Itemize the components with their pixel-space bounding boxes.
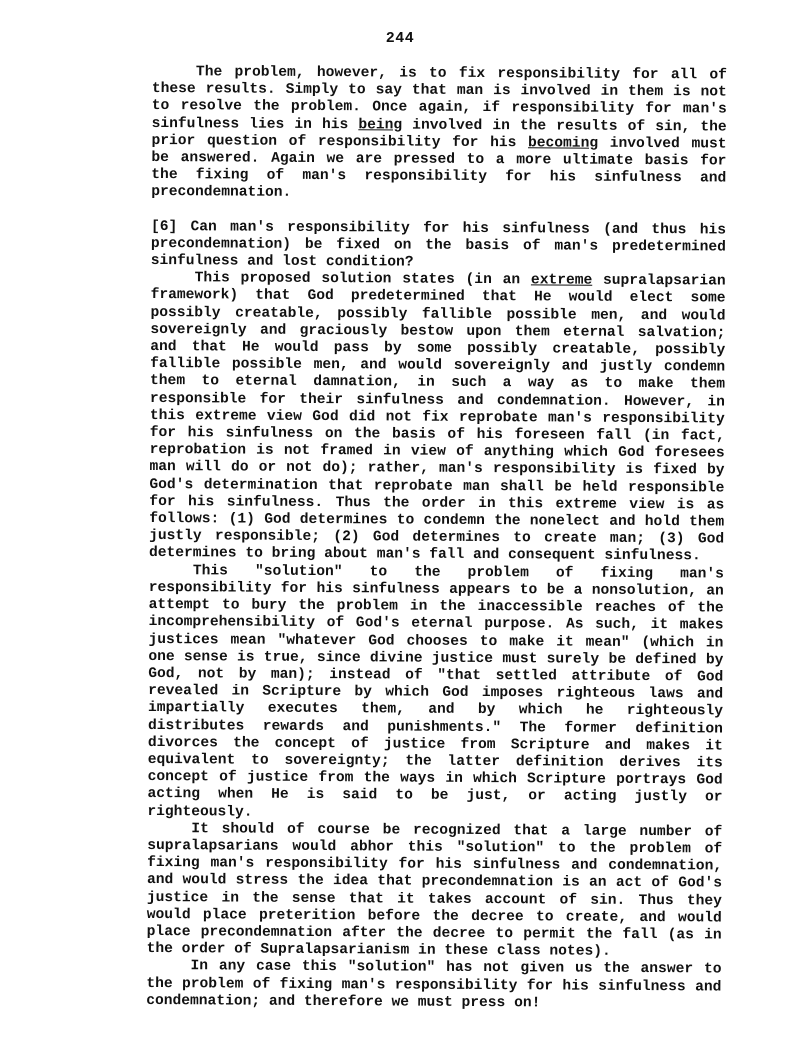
underlined-extreme: extreme (530, 272, 593, 289)
paragraph-responsibility-problem: The problem, however, is to fix responsibility for all of these results. Simply to say that man is involved in them is not to resolve the problem. Once again, if responsibility for man's sinfulness lies in his being involved in the results of sin, the prior question of responsibility for his becoming involved must be answered. Again we are pressed to a more ultimate basis for the fixing of man's responsibility for his sinfulness and precondemnation. (151, 64, 727, 202)
page-number: 244 (385, 30, 415, 47)
underlined-becoming: becoming (527, 135, 599, 152)
paragraph-supralapsarians: It should of course be recognized that a large number of supralapsarians would abhor this "solution" to the problem of fixing man's responsibility for his sinfulness and condemnation, and would stress the idea that precondemnation is an act of God's justice in the sense that it takes account of sin. Thus they would place preterition before the decree to create, and would place precondemnation after the decree to permit the fall (as in the order of Supralapsarianism in these class notes). (146, 820, 723, 960)
body-text (146, 64, 727, 1013)
underlined-being: being (358, 116, 403, 134)
paragraph-proposed-solution: This proposed solution states (in an extreme supralapsarian framework) that God predetermined that He would elect some possibly creatable, possibly fallible possible men, and would sovereignly and graciously bestow upon them eternal salvation; and that He would pass by some possibly creatable, possibly fallible possible men, and would sovereignly and justly condemn them to eternal damnation, in such a way as to make them responsible for their sinfulness and condemnation. However, in this extreme view God did not fix reprobate man's responsibility for his sinfulness on the basis of his foreseen fall (in fact, reprobation is not framed in view of anything which God foresees man will do or not do); rather, man's responsibility is fixed by God's determination that reprobate man shall be held responsible for his sinfulness. Thus the order in this extreme view is as follows: (1) God determines to condemn the nonelect and hold them justly responsible; (2) God determines to create man; (3) God determines to bring about man's fall and consequent sinfulness. (148, 270, 726, 565)
paragraph-conclusion: In any case this "solution" has not given us the answer to the problem of fixing man's responsibility for his sinfulness and condemnation; and therefore we must press on! (146, 958, 722, 1012)
question-6: [6] Can man's responsibility for his sinfulness (and thus his precondemnation) be fixed on the basis of man's predetermined sinfulness and lost condition? (150, 218, 727, 271)
paragraph-nonsolution: This "solution" to the problem of fixing man's responsibility for his sinfulness appears to be a nonsolution, an attempt to bury the problem in the inaccessible reaches of the incomprehensibility of God's eternal purpose. As such, it makes justices mean "whatever God chooses to make it mean" (which in one sense is true, since divine justice must surely be defined by God, not by man); instead of "that settled attribute of God revealed in Scripture by which God imposes righteous laws and impartially executes them, and by which he righteously distributes rewards and punishments." The former definition divorces the concept of justice from Scripture and makes it equivalent to sovereignty; the latter definition derives its concept of justice from the ways in which Scripture portrays God acting when He is said to be just, or acting justly or righteously. (147, 562, 724, 821)
